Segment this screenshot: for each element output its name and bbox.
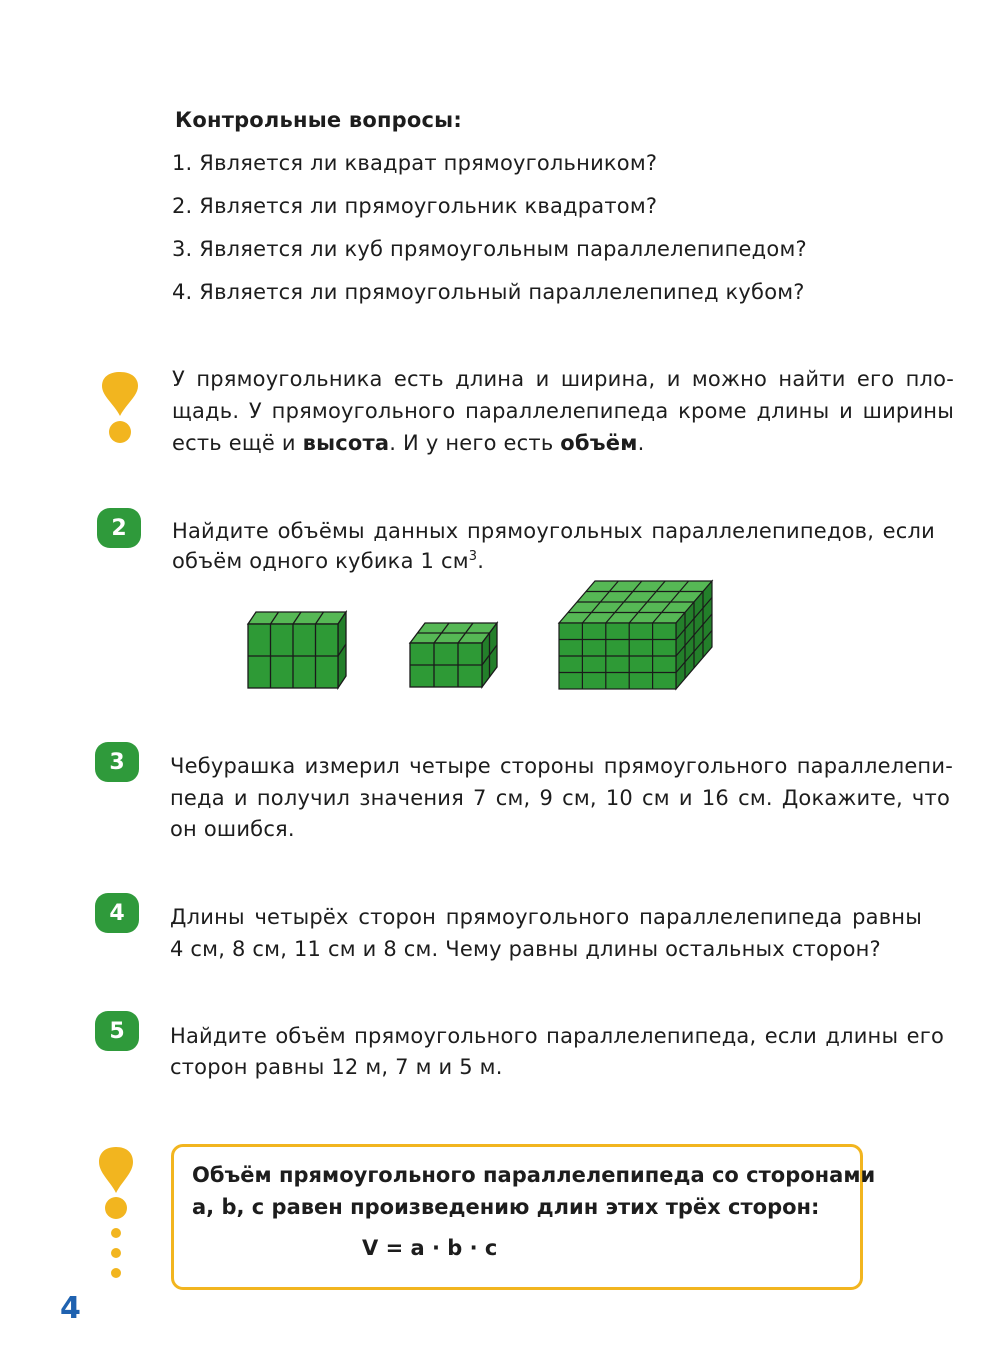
rule-line-1: Объём прямоугольного параллелепипеда со сторонами xyxy=(192,1163,876,1187)
task-5-badge: 5 xyxy=(95,1011,139,1051)
rule-formula: V = a · b · c xyxy=(362,1236,498,1260)
cuboid-figure-3 xyxy=(553,575,718,695)
task-2-line-1: Найдите объёмы данных прямоугольных параллелепипедов, если xyxy=(172,519,935,543)
questions-title: Контрольные вопросы: xyxy=(175,108,462,132)
task-3-line-1: Чебурашка измерил четыре стороны прямоугольного параллелепи- xyxy=(170,754,953,778)
task-4-line-1: Длины четырёх сторон прямоугольного параллелепипеда равны xyxy=(170,905,922,929)
task-3-line-3: он ошибся. xyxy=(170,817,295,841)
exclamation-rule-icon xyxy=(98,1145,138,1290)
task-4-badge: 4 xyxy=(95,893,139,933)
cuboid-figure-2 xyxy=(403,615,503,695)
task-3-line-2: педа и получил значения 7 см, 9 см, 10 см и 16 см. Докажите, что xyxy=(170,786,950,810)
info-line-1: У прямоугольника есть длина и ширина, и можно найти его пло- xyxy=(172,367,954,391)
info-line-3: есть ещё и высота. И у него есть объём. xyxy=(172,431,645,455)
question-2: 2. Является ли прямоугольник квадратом? xyxy=(172,194,658,218)
task-5-line-1: Найдите объём прямоугольного параллелепипеда, если длины его xyxy=(170,1024,944,1048)
page-number: 4 xyxy=(60,1291,81,1326)
task-2-line-2: объём одного кубика 1 $см^3$. xyxy=(172,549,485,573)
task-4-line-2: 4 см, 8 см, 11 см и 8 см. Чему равны длины остальных сторон? xyxy=(170,937,881,961)
rule-line-2: a, b, c равен произведению длин этих трёх сторон: xyxy=(192,1195,820,1219)
exclamation-tip-icon xyxy=(100,370,140,450)
question-3: 3. Является ли куб прямоугольным параллелепипедом? xyxy=(172,237,807,261)
cuboid-figure-1 xyxy=(240,600,355,695)
info-line-2: щадь. У прямоугольного параллелепипеда кроме длины и ширины xyxy=(172,399,954,423)
info-bold-volume: объём xyxy=(560,431,638,455)
info-bold-height: высота xyxy=(302,431,390,455)
task-3-badge: 3 xyxy=(95,742,139,782)
task-2-badge: 2 xyxy=(97,508,141,548)
question-4: 4. Является ли прямоугольный параллелепипед кубом? xyxy=(172,280,805,304)
task-5-line-2: сторон равны 12 м, 7 м и 5 м. xyxy=(170,1055,503,1079)
question-1: 1. Является ли квадрат прямоугольником? xyxy=(172,151,658,175)
